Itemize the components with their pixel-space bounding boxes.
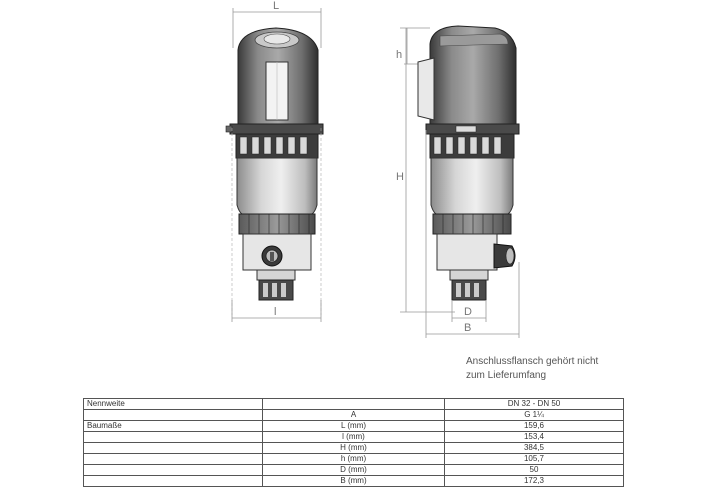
table-cell bbox=[84, 476, 263, 487]
dim-label-B: B bbox=[464, 322, 472, 334]
table-cell bbox=[84, 454, 263, 465]
flange-note-line1: Anschlussflansch gehört nicht bbox=[466, 356, 599, 367]
table-row bbox=[84, 454, 624, 465]
table-cell: l (mm) bbox=[263, 432, 445, 443]
dimension-l bbox=[232, 300, 321, 322]
table-cell: Baumaße bbox=[84, 421, 263, 432]
dim-label-L: L bbox=[273, 0, 280, 12]
front-collar bbox=[230, 124, 323, 134]
table-cell bbox=[84, 465, 263, 476]
table-cell: L (mm) bbox=[263, 421, 445, 432]
side-base bbox=[437, 234, 497, 270]
dim-label-h: h bbox=[396, 49, 403, 61]
table-cell: A bbox=[263, 410, 445, 421]
table-row bbox=[84, 410, 624, 421]
table-cell: DN 32 - DN 50 bbox=[445, 399, 624, 410]
flange-note-line2: zum Lieferumfang bbox=[466, 370, 547, 381]
table-cell: G 1¼ bbox=[445, 410, 624, 421]
table-cell: 50 bbox=[445, 465, 624, 476]
front-bowl bbox=[237, 158, 317, 214]
table-row bbox=[84, 421, 624, 432]
table-cell: 105,7 bbox=[445, 454, 624, 465]
flange-note bbox=[466, 355, 598, 383]
dimensions-table bbox=[83, 398, 624, 487]
table-cell: D (mm) bbox=[263, 465, 445, 476]
table-row bbox=[84, 432, 624, 443]
dim-label-D: D bbox=[464, 306, 472, 318]
table-row bbox=[84, 465, 624, 476]
table-cell bbox=[263, 399, 445, 410]
table-cell bbox=[84, 443, 263, 454]
dim-label-l: l bbox=[274, 306, 277, 318]
front-grip-ring bbox=[239, 214, 315, 234]
table-cell: Nennweite bbox=[84, 399, 263, 410]
front-outlet bbox=[257, 270, 295, 280]
dimension-h bbox=[404, 28, 425, 64]
side-grip-ring bbox=[433, 214, 511, 234]
table-cell: H (mm) bbox=[263, 443, 445, 454]
table-cell: 153,4 bbox=[445, 432, 624, 443]
table-row bbox=[84, 399, 624, 410]
dim-label-H: H bbox=[396, 171, 404, 183]
table-row bbox=[84, 443, 624, 454]
table-row bbox=[84, 476, 624, 487]
table-cell: h (mm) bbox=[263, 454, 445, 465]
table-cell: B (mm) bbox=[263, 476, 445, 487]
table-cell bbox=[84, 410, 263, 421]
side-handle bbox=[418, 58, 434, 120]
table-cell: 159,6 bbox=[445, 421, 624, 432]
front-view bbox=[226, 0, 323, 322]
table-cell: 384,5 bbox=[445, 443, 624, 454]
side-bowl bbox=[431, 158, 513, 214]
side-outlet bbox=[450, 270, 488, 280]
table-cell: 172,3 bbox=[445, 476, 624, 487]
table-cell bbox=[84, 432, 263, 443]
side-view bbox=[396, 26, 519, 338]
